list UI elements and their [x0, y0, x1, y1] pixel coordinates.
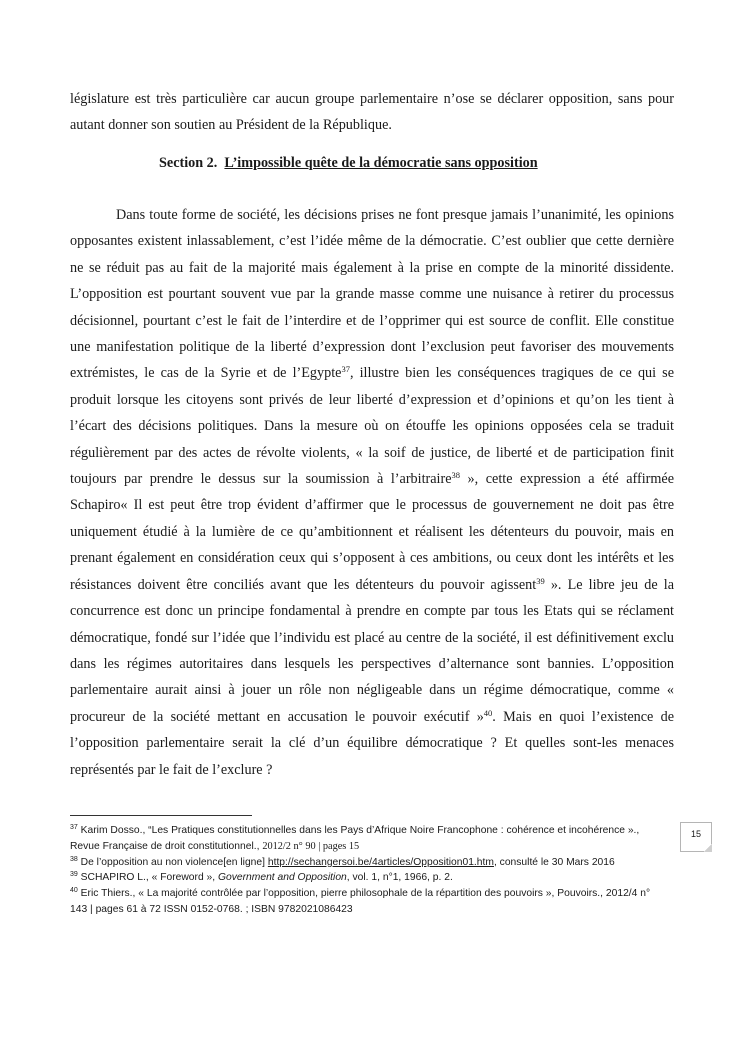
section-heading	[159, 151, 639, 175]
page-number: 15	[690, 829, 701, 839]
footnote-number: 38	[70, 855, 78, 863]
footnote-39	[70, 870, 670, 886]
footnote-ref-39[interactable]: 39	[536, 575, 545, 586]
footnote-ref-38[interactable]: 38	[451, 470, 461, 481]
footnote-separator	[70, 815, 252, 816]
footnote-37	[70, 823, 670, 855]
footnote-number: 40	[70, 887, 78, 895]
footnote-italic-title: Government and Opposition	[218, 872, 347, 884]
paragraph-text: . Mais en quoi l’existence de l’opposition parlementaire serait la clé d’un équilibre démocratique ? Et quelles sont-les menaces représentés par le fait de l’exclure ?	[70, 708, 674, 778]
paragraph-text: », cette expression a été affirmée Schapiro« Il est peut être trop évident d’affirmer que le processus de gouvernement ne doit pas être uniquement étudié à la lumière de ce qu’ambitionnent et réalisent les détenteurs du pouvoir, mais en prenant également en considération ceux qui s’opposent à ces ambitions, ou ceux dont les intérêts et les résistances doivent être conciliés avant que les détenteurs du pouvoir agissent	[70, 471, 674, 593]
section-title: L’impossible quête de la démocratie sans opposition	[224, 155, 538, 171]
paragraph-text: ». Le libre jeu de la concurrence est donc un principe fondamental à prendre en compte par tous les Etats qui se réclament démocratique, fondé sur l’idée que l’individu est placé au centre de la société, il est définitivement exclu dans les régimes autoritaires dans lesquels les perspectives d’alternance sont bannies. L’opposition parlementaire aurait ainsi à jouer un rôle non négligeable dans un régime démocratique, comme « procureur de la société mettant en accusation le pouvoir exécutif »	[70, 576, 674, 725]
footnote-text: , vol. 1, n°1, 1966, p. 2.	[346, 872, 453, 884]
footnote-number: 39	[70, 871, 78, 879]
footnote-text: Eric Thiers., « La majorité contrôlée par l’opposition, pierre philosophale de la répartition des pouvoirs », Pouvoirs., 2012/4 n° 143 | pages 61 à 72 ISSN 0152-0768. ; ISBN 9782021086423	[70, 888, 651, 915]
paragraph-text: Dans toute forme de société, les décisions prises ne font presque jamais l’unanimité, les opinions opposantes existent inlassablement, c’est l’idée même de la démocratie. C’est oublier que cette dernière ne se réduit pas au fait de la majorité mais également à la prise en compte de la minorité dissidente. L’opposition est pourtant souvent vue par la grande masse comme une nuisance à retirer du processus décisionnel, pourtant c’est le fait de l’interdire et de l’opprimer qui est source de conflit. Elle constitue une manifestation politique de la liberté d’expression dont l’exclusion peut favoriser des mouvements extrémistes, le cas de la Syrie et de l’Egypte	[70, 207, 674, 382]
main-paragraph	[70, 202, 674, 783]
paragraph-continuation: législature est très particulière car aucun groupe parlementaire n’ose se déclarer opposition, sans pour autant donner son soutien au Président de la République.	[70, 91, 674, 134]
footnote-40	[70, 886, 670, 918]
page-number-box	[680, 822, 712, 852]
footnote-text: , consulté le 30 Mars 2016	[493, 856, 615, 868]
section-label: Section 2.	[159, 155, 218, 171]
footnote-ref-40[interactable]: 40	[483, 707, 493, 718]
footnote-text: De l’opposition au non violence[en ligne]	[77, 856, 268, 868]
paragraph-text: , illustre bien les conséquences tragiques de ce qui se produit lorsque les citoyens sont privés de leur liberté d’expression et d’opinions et qu’on les tient à l’écart des décisions politiques. Dans la mesure où on étouffe les opinions opposées cela se traduit régulièrement par des actes de révolte violents, « la soif de justice, de liberté et de participation finit toujours par prendre le dessus sur la soumission à l’arbitraire	[70, 365, 674, 488]
footnote-number: 37	[70, 824, 78, 831]
footnote-text: SCHAPIRO L., « Foreword »,	[77, 872, 218, 884]
footnote-38	[70, 855, 670, 871]
footnote-text: Karim Dosso., “Les Pratiques constitutionnelles dans les Pays d’Afrique Noire Francophone : cohérence et incohérence »., Revue Française de droit constitutionnel.,	[70, 825, 640, 852]
footnote-ref-37[interactable]: 37	[341, 364, 350, 375]
footnote-link[interactable]: http://sechangersoi.be/4articles/Opposition01.htm	[267, 856, 494, 868]
footnotes	[70, 823, 670, 918]
footnote-text: 2012/2 n° 90 | pages 15	[262, 840, 360, 852]
